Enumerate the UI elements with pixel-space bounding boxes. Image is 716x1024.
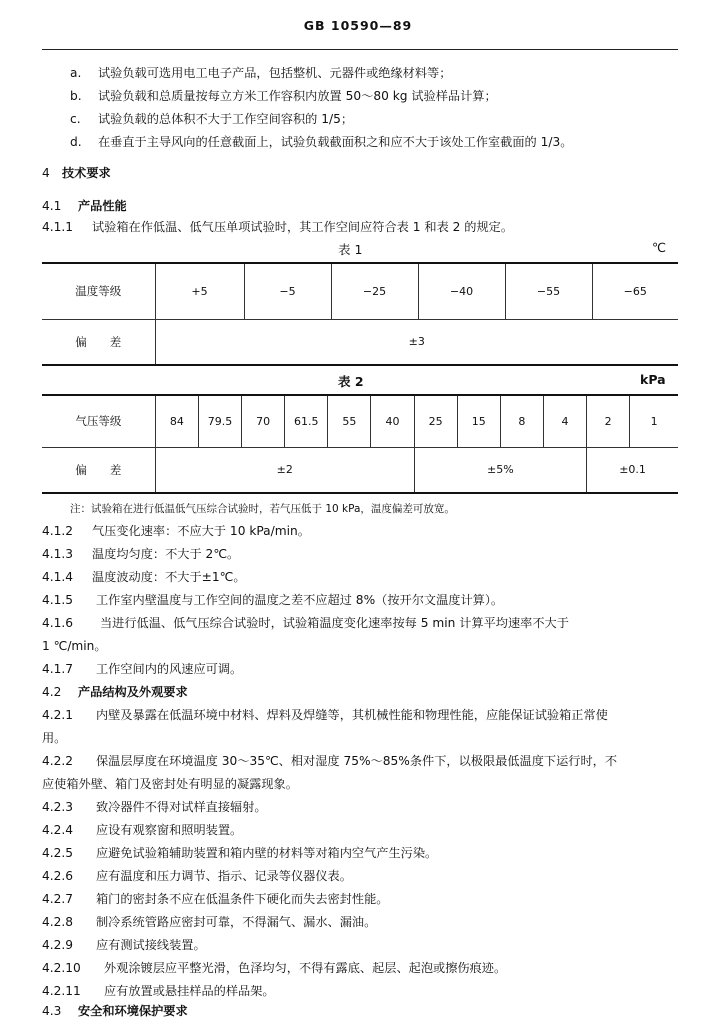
clause-text-continuation: 1 ℃/min。 bbox=[42, 639, 107, 653]
table-2-cell: 4 bbox=[543, 395, 586, 447]
list-item-a-marker: a. bbox=[70, 66, 82, 80]
clause-text: 致冷器件不得对试样直接辐射。 bbox=[96, 800, 267, 814]
table-note: 注：试验箱在进行低温低气压综合试验时，若气压低于 10 kPa，温度偏差可放宽。 bbox=[70, 503, 455, 515]
table-2-row-header-pressure-grade: 气压等级 bbox=[42, 395, 155, 447]
table-2-caption: 表 2 bbox=[338, 374, 364, 389]
table-2-cell: 79.5 bbox=[198, 395, 241, 447]
clause-number: 4.1.2 bbox=[42, 524, 74, 538]
clause-number: 4.1.6 bbox=[42, 616, 74, 630]
table-2-cell: 8 bbox=[500, 395, 543, 447]
clause-text: 应设有观察窗和照明装置。 bbox=[96, 823, 243, 837]
table-1 bbox=[42, 262, 678, 366]
clause-text: 应避免试验箱辅助装置和箱内壁的材料等对箱内空气产生污染。 bbox=[96, 846, 438, 860]
table-1-cell: −40 bbox=[418, 263, 505, 319]
table-2-cell: 55 bbox=[328, 395, 371, 447]
clause-number: 4.2.9 bbox=[42, 938, 74, 952]
clause-number: 4.2.4 bbox=[42, 823, 74, 837]
table-1-cell: +5 bbox=[155, 263, 244, 319]
section-4-title: 技术要求 bbox=[62, 166, 111, 180]
table-1-row-header-temperature-grade: 温度等级 bbox=[42, 263, 155, 319]
clause-text: 当进行低温、低气压综合试验时，试验箱温度变化速率按每 5 min 计算平均速率不大于 bbox=[100, 616, 569, 630]
clause-text: 内壁及暴露在低温环境中材料、焊料及焊缝等，其机械性能和物理性能，应能保证试验箱正常使 bbox=[96, 708, 608, 722]
section-4-number: 4 bbox=[42, 166, 50, 180]
list-item-d-text: 在垂直于主导风向的任意截面上，试验负载截面积之和应不大于该处工作室截面的 1/3。 bbox=[98, 135, 573, 149]
list-item-a-text: 试验负载可选用电工电子产品，包括整机、元器件或绝缘材料等； bbox=[98, 66, 452, 80]
table-2-cell: 40 bbox=[371, 395, 414, 447]
clause-4-1-1-text: 试验箱在作低温、低气压单项试验时，其工作空间应符合表 1 和表 2 的规定。 bbox=[92, 220, 514, 234]
list-item-b-marker: b. bbox=[70, 89, 82, 103]
clause-text: 温度均匀度：不大于 2℃。 bbox=[92, 547, 240, 561]
clause-text: 应有温度和压力调节、指示、记录等仪器仪表。 bbox=[96, 869, 352, 883]
table-1-unit: ℃ bbox=[652, 240, 667, 255]
header-rule bbox=[42, 49, 678, 50]
clause-number: 4.2.7 bbox=[42, 892, 74, 906]
clause-number: 4.1.7 bbox=[42, 662, 74, 676]
table-2-unit: kPa bbox=[640, 372, 666, 387]
table-2-deviation-group-1: ±2 bbox=[155, 447, 414, 493]
table-2-cell: 25 bbox=[414, 395, 457, 447]
page-header-standard-number: GB 10590—89 bbox=[303, 18, 413, 33]
table-2-cell: 84 bbox=[155, 395, 198, 447]
clause-text: 制冷系统管路应密封可靠，不得漏气、漏水、漏油。 bbox=[96, 915, 377, 929]
table-2-row-header-deviation: 偏 差 bbox=[42, 447, 155, 493]
list-item-c-text: 试验负载的总体积不大于工作空间容积的 1/5； bbox=[98, 112, 354, 126]
clause-text: 气压变化速率：不应大于 10 kPa/min。 bbox=[92, 524, 310, 538]
list-item-b-text: 试验负载和总质量按每立方米工作容积内放置 50～80 kg 试验样品计算； bbox=[98, 89, 497, 103]
table-2-cell: 15 bbox=[457, 395, 500, 447]
table-2-cell: 70 bbox=[242, 395, 285, 447]
clause-text-continuation: 用。 bbox=[42, 731, 67, 745]
clause-number: 4.2.8 bbox=[42, 915, 74, 929]
clause-number: 4.2.1 bbox=[42, 708, 74, 722]
table-2-deviation-group-3: ±0.1 bbox=[587, 447, 678, 493]
clause-number: 4.2.10 bbox=[42, 961, 81, 975]
list-item-c-marker: c. bbox=[70, 112, 81, 126]
clause-number: 4.1.3 bbox=[42, 547, 74, 561]
clause-text: 应有放置或悬挂样品的样品架。 bbox=[104, 984, 275, 998]
clause-text: 温度波动度：不大于±1℃。 bbox=[92, 570, 246, 584]
list-item-d-marker: d. bbox=[70, 135, 82, 149]
clause-text-continuation: 应使箱外壁、箱门及密封处有明显的凝露现象。 bbox=[42, 777, 298, 791]
clause-text: 工作空间内的风速应可调。 bbox=[96, 662, 243, 676]
table-2-deviation-group-2: ±5% bbox=[414, 447, 587, 493]
table-1-cell: −5 bbox=[244, 263, 331, 319]
clause-text: 箱门的密封条不应在低温条件下硬化而失去密封性能。 bbox=[96, 892, 389, 906]
clause-text: 工作室内壁温度与工作空间的温度之差不应超过 8%（按开尔文温度计算）。 bbox=[96, 593, 504, 607]
clause-number: 4.2.5 bbox=[42, 846, 74, 860]
table-1-row-header-deviation: 偏 差 bbox=[42, 319, 155, 365]
section-4-3-number: 4.3 bbox=[42, 1004, 62, 1018]
table-1-cell: −25 bbox=[331, 263, 418, 319]
table-1-caption: 表 1 bbox=[338, 242, 363, 257]
table-2-cell: 61.5 bbox=[285, 395, 328, 447]
section-4-3-title: 安全和环境保护要求 bbox=[78, 1004, 188, 1018]
section-4-1-title: 产品性能 bbox=[78, 199, 127, 213]
clause-number: 4.2.11 bbox=[42, 984, 81, 998]
section-4-2-number: 4.2 bbox=[42, 685, 62, 699]
table-1-cell: −55 bbox=[505, 263, 592, 319]
clause-number: 4.2.2 bbox=[42, 754, 74, 768]
clause-number: 4.1.5 bbox=[42, 593, 74, 607]
clause-number: 4.2.3 bbox=[42, 800, 74, 814]
table-2-cell: 1 bbox=[630, 395, 678, 447]
table-1-deviation-value: ±3 bbox=[155, 319, 678, 365]
clause-text: 外观涂镀层应平整光滑，色泽均匀，不得有露底、起层、起泡或擦伤痕迹。 bbox=[104, 961, 507, 975]
clause-number: 4.1.4 bbox=[42, 570, 74, 584]
section-4-2-title: 产品结构及外观要求 bbox=[78, 685, 188, 699]
clause-number: 4.2.6 bbox=[42, 869, 74, 883]
table-1-cell: −65 bbox=[592, 263, 678, 319]
section-4-1-number: 4.1 bbox=[42, 199, 62, 213]
table-2-cell: 2 bbox=[587, 395, 630, 447]
clause-text: 保温层厚度在环境温度 30～35℃、相对湿度 75%～85%条件下，以极限最低温度下运行时，不 bbox=[96, 754, 618, 768]
clause-text: 应有测试接线装置。 bbox=[96, 938, 206, 952]
clause-4-1-1-number: 4.1.1 bbox=[42, 220, 74, 234]
table-2 bbox=[42, 394, 678, 494]
